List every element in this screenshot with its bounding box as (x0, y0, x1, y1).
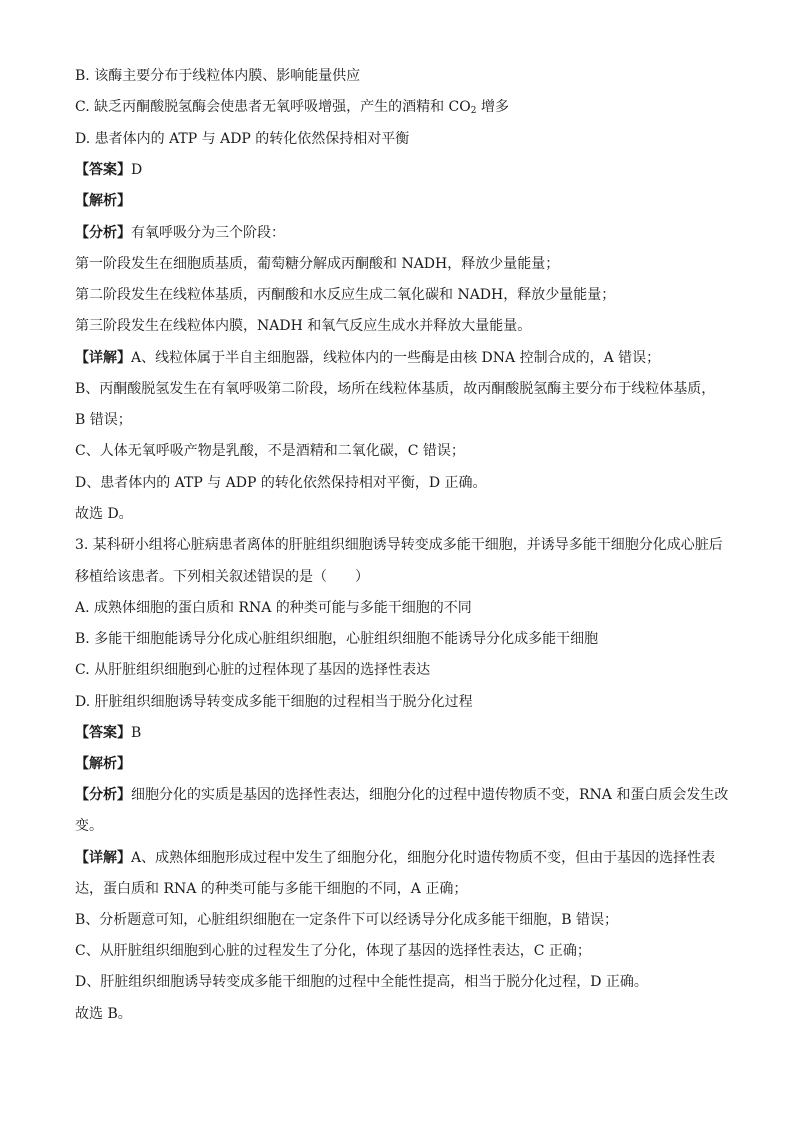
q3-answer-line (75, 723, 735, 743)
q3-xiangjie-a-line-1 (75, 848, 735, 868)
q2-analysis-heading (75, 191, 735, 211)
q2-fenxi-line (75, 223, 735, 243)
q2-answer-tag: 【答案】 (75, 162, 131, 178)
q2-xiangjie-c: C、人体无氧呼吸产物是乳酸，不是酒精和二氧化碳，C 错误； (75, 443, 465, 459)
q2-stage-2: 第二阶段发生在线粒体基质，丙酮酸和水反应生成二氧化碳和 NADH，释放少量能量； (75, 287, 616, 303)
q3-analysis-heading (75, 754, 735, 774)
q2-xiangjie-b-line-1: B、丙酮酸脱氢发生在有氧呼吸第二阶段，场所在线粒体基质，故丙酮酸脱氢酶主要分布于线粒体基质， (75, 381, 716, 397)
q2-answer-line (75, 160, 735, 180)
q3-xiangjie-a-text-1: A、成熟体细胞形成过程中发生了细胞分化，细胞分化时遗传物质不变，但由于基因的选择性表 (131, 850, 716, 866)
q2-stage-3: 第三阶段发生在线粒体内膜，NADH 和氧气反应生成水并释放大量能量。 (75, 318, 532, 334)
q2-analysis-tag: 【解析】 (75, 193, 131, 209)
q3-fenxi-tag: 【分析】 (75, 787, 131, 803)
q3-stem-line-2: 移植给该患者。下列相关叙述错误的是（ ） (75, 569, 369, 585)
q3-option-b: B. 多能干细胞能诱导分化成心脏组织细胞，心脏组织细胞不能诱导分化成多能干细胞 (75, 631, 599, 647)
q2-xiangjie-d: D、患者体内的 ATP 与 ADP 的转化依然保持相对平衡，D 正确。 (75, 475, 487, 491)
q2-xiangjie-a-line (75, 348, 735, 368)
q2-conclusion: 故选 D。 (75, 506, 133, 522)
q2-xiangjie-tag: 【详解】 (75, 350, 131, 366)
q3-xiangjie-d: D、肝脏组织细胞诱导转变成多能干细胞的过程中全能性提高，相当于脱分化过程，D 正确。 (75, 974, 648, 990)
q3-conclusion: 故选 B。 (75, 1006, 132, 1022)
q2-xiangjie-b-line-2: B 错误； (75, 412, 132, 428)
q3-analysis-tag: 【解析】 (75, 756, 131, 772)
q3-xiangjie-tag: 【详解】 (75, 850, 131, 866)
q3-option-a: A. 成熟体细胞的蛋白质和 RNA 的种类可能与多能干细胞的不同 (75, 600, 472, 616)
q3-answer-tag: 【答案】 (75, 725, 131, 741)
q2-fenxi-tag: 【分析】 (75, 225, 131, 241)
q2-option-c (75, 97, 735, 121)
q2-option-d: D. 患者体内的 ATP 与 ADP 的转化依然保持相对平衡 (75, 131, 410, 147)
q2-option-b: B. 该酶主要分布于线粒体内膜、影响能量供应 (75, 68, 361, 84)
q2-option-c-subscript: 2 (470, 106, 477, 116)
q3-option-d: D. 肝脏组织细胞诱导转变成多能干细胞的过程相当于脱分化过程 (75, 694, 473, 710)
q3-option-c: C. 从肝脏组织细胞到心脏的过程体现了基因的选择性表达 (75, 662, 431, 678)
q3-fenxi-text-1: 细胞分化的实质是基因的选择性表达，细胞分化的过程中遗传物质不变，RNA 和蛋白质会发生改 (131, 787, 729, 803)
q3-fenxi-line-1 (75, 785, 735, 805)
q2-stage-1: 第一阶段发生在细胞质基质，葡萄糖分解成丙酮酸和 NADH，释放少量能量； (75, 256, 560, 272)
q3-answer-value: B (131, 725, 142, 741)
q2-fenxi-text: 有氧呼吸分为三个阶段： (131, 225, 285, 241)
q3-xiangjie-a-line-2: 达，蛋白质和 RNA 的种类可能与多能干细胞的不同，A 正确； (75, 881, 468, 897)
q3-xiangjie-b: B、分析题意可知，心脏组织细胞在一定条件下可以经诱导分化成多能干细胞，B 错误； (75, 912, 619, 928)
q2-xiangjie-a-text: A、线粒体属于半自主细胞器，线粒体内的一些酶是由核 DNA 控制合成的，A 错误； (131, 350, 661, 366)
q2-answer-value: D (131, 162, 143, 178)
q3-xiangjie-c: C、从肝脏组织细胞到心脏的过程发生了分化，体现了基因的选择性表达，C 正确； (75, 943, 591, 959)
q3-stem-line-1: 3. 某科研小组将心脏病患者离体的肝脏组织细胞诱导转变成多能干细胞，并诱导多能干细胞分化成心脏后 (75, 537, 723, 553)
q2-option-c-tail: 增多 (476, 99, 509, 115)
q2-option-c-text: C. 缺乏丙酮酸脱氢酶会使患者无氧呼吸增强，产生的酒精和 CO (75, 99, 471, 115)
q3-fenxi-line-2: 变。 (75, 818, 103, 834)
